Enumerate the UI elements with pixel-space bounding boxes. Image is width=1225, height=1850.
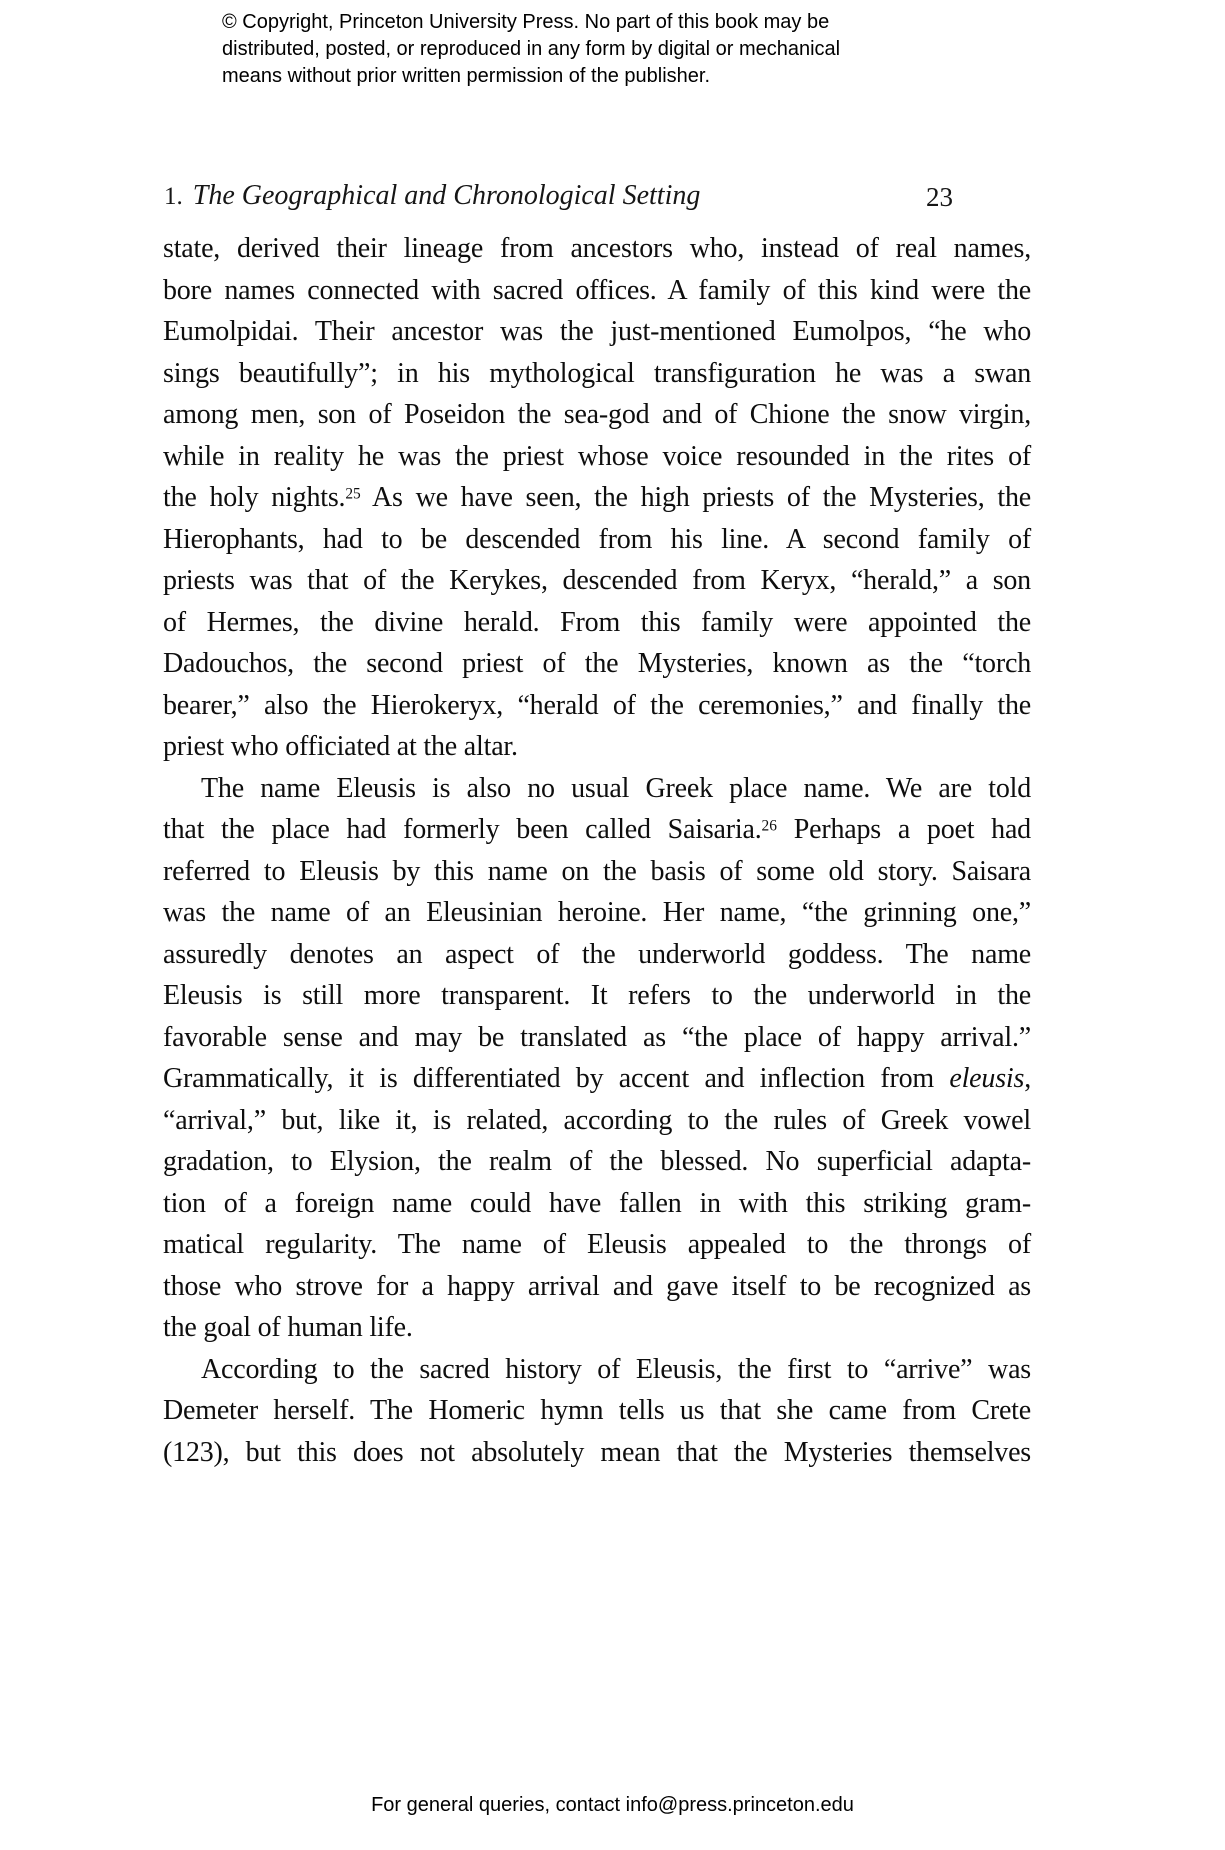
text-line: gradation, to Elysion, the realm of the blessed. No superficial adapta- bbox=[163, 1146, 1031, 1177]
text-line: that the place had formerly been called Saisaria.$^{26}$ Perhaps a poet had bbox=[163, 814, 1031, 845]
text-line: assuredly denotes an aspect of the underworld goddess. The name bbox=[163, 938, 1031, 970]
text-line: of Hermes, the divine herald. From this family were appointed the bbox=[163, 606, 1031, 638]
chapter-number: 1. bbox=[164, 183, 183, 210]
copyright-notice bbox=[222, 9, 840, 90]
paragraph bbox=[163, 768, 1031, 1349]
text-line: matical regularity. The name of Eleusis appealed to the throngs of bbox=[163, 1229, 1031, 1260]
text-line: priest who officiated at the altar. bbox=[163, 731, 518, 762]
chapter-title: The Geographical and Chronological Setting bbox=[192, 180, 701, 211]
text-line: Eumolpidai. Their ancestor was the just-mentioned Eumolpos, “he who bbox=[163, 316, 1031, 347]
text-line: priests was that of the Kerykes, descended from Keryx, “herald,” a son bbox=[163, 565, 1031, 596]
text-line: Demeter herself. The Homeric hymn tells us that she came from Crete bbox=[163, 1395, 1031, 1426]
page-number: 23 bbox=[926, 182, 953, 212]
footer-contact-line: For general queries, contact info@press.princeton.edu bbox=[371, 1794, 854, 1816]
text-line: The name Eleusis is also no usual Greek place name. We are told bbox=[201, 772, 1031, 804]
text-line: Eleusis is still more transparent. It refers to the underworld in the bbox=[163, 980, 1031, 1011]
paragraph bbox=[163, 1349, 1031, 1474]
text-line: while in reality he was the priest whose voice resounded in the rites of bbox=[163, 440, 1031, 472]
text-line: those who strove for a happy arrival and gave itself to be recognized as bbox=[163, 1270, 1031, 1302]
text-line: referred to Eleusis by this name on the basis of some old story. Saisara bbox=[163, 855, 1031, 887]
text-line: sings beautifully”; in his mythological transfiguration he was a swan bbox=[163, 357, 1031, 389]
text-line: favorable sense and may be translated as “the place of happy arrival.” bbox=[163, 1021, 1031, 1053]
text-line: among men, son of Poseidon the sea-god and of Chione the snow virgin, bbox=[163, 399, 1031, 430]
text-line: Grammatically, it is differentiated by accent and inflection from eleusis, bbox=[163, 1063, 1031, 1094]
copyright-line: means without prior written permission of the publisher. bbox=[222, 65, 711, 87]
body-text bbox=[163, 228, 1031, 1473]
copyright-line: © Copyright, Princeton University Press. No part of this book may be bbox=[222, 11, 830, 33]
paragraph bbox=[163, 228, 1031, 768]
text-line: (123), but this does not absolutely mean that the Mysteries themselves bbox=[163, 1436, 1031, 1468]
text-line: the goal of human life. bbox=[163, 1312, 413, 1343]
text-line: was the name of an Eleusinian heroine. Her name, “the grinning one,” bbox=[163, 897, 1031, 928]
copyright-line: distributed, posted, or reproduced in any form by digital or mechanical bbox=[222, 38, 841, 60]
text-line: bore names connected with sacred offices. A family of this kind were the bbox=[163, 274, 1031, 306]
text-line: the holy nights.$^{25}$ As we have seen, the high priests of the Mysteries, the bbox=[163, 482, 1031, 513]
text-line: tion of a foreign name could have fallen in with this striking gram- bbox=[163, 1187, 1031, 1219]
text-line: bearer,” also the Hierokeryx, “herald of the ceremonies,” and finally the bbox=[163, 689, 1031, 721]
running-header bbox=[164, 180, 700, 212]
text-line: According to the sacred history of Eleusis, the first to “arrive” was bbox=[201, 1353, 1031, 1385]
text-line: “arrival,” but, like it, is related, according to the rules of Greek vowel bbox=[163, 1104, 1031, 1136]
text-line: Dadouchos, the second priest of the Mysteries, known as the “torch bbox=[163, 648, 1031, 679]
text-line: state, derived their lineage from ancestors who, instead of real names, bbox=[163, 233, 1031, 264]
text-line: Hierophants, had to be descended from his line. A second family of bbox=[163, 523, 1031, 555]
